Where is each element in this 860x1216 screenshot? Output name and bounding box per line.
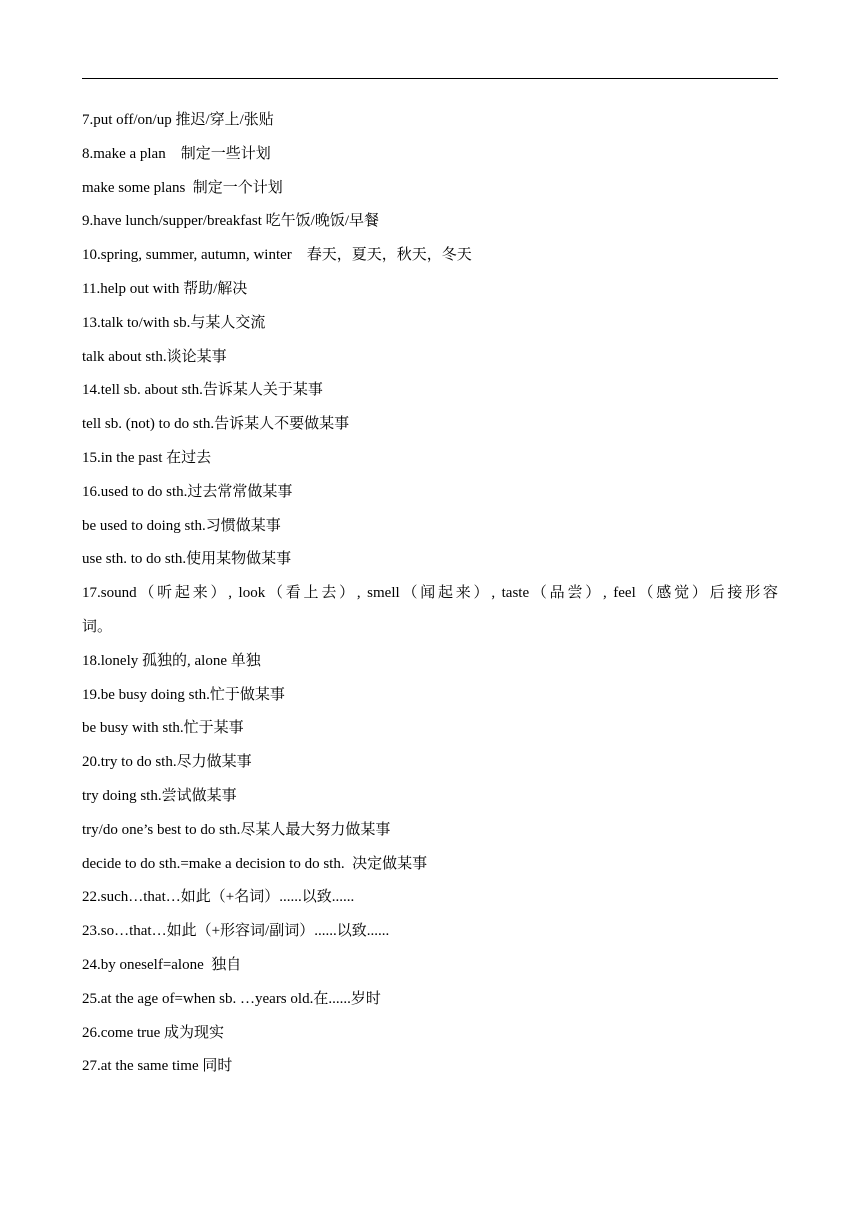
text-line: try/do one’s best to do sth.尽某人最大努力做某事	[82, 821, 391, 838]
text-line: 23.so…that…如此（+形容词/副词）......以致......	[82, 923, 390, 940]
text-line: 10.spring, summer, autumn, winter 春天，夏天，秋天，冬天	[82, 247, 472, 264]
text-line: talk about sth.谈论某事	[82, 348, 227, 365]
text-line: 20.try to do sth.尽力做某事	[82, 754, 252, 771]
text-line: 24.by oneself=alone 独自	[82, 956, 242, 973]
text-line: be used to doing sth.习惯做某事	[82, 517, 281, 534]
text-line: try doing sth.尝试做某事	[82, 787, 237, 804]
text-line: 22.such…that…如此（+名词）......以致......	[82, 889, 355, 906]
text-line: 17.sound（听起来）, look（看上去）, smell（闻起来）, taste（品尝）, feel（感觉）后接形容	[82, 585, 778, 602]
text-line: 18.lonely 孤独的, alone 单独	[82, 652, 261, 669]
text-line: use sth. to do sth.使用某物做某事	[82, 551, 292, 568]
text-line: 19.be busy doing sth.忙于做某事	[82, 686, 285, 703]
text-line: 25.at the age of=when sb. …years old.在......岁时	[82, 990, 381, 1007]
header-rule	[82, 78, 778, 79]
text-line: be busy with sth.忙于某事	[82, 720, 244, 737]
text-line: make some plans 制定一个计划	[82, 179, 283, 196]
text-line: 词。	[82, 618, 113, 635]
text-line: 11.help out with 帮助/解决	[82, 280, 248, 297]
text-line: 8.make a plan 制定一些计划	[82, 145, 271, 162]
text-line: decide to do sth.=make a decision to do sth. 决定做某事	[82, 855, 428, 872]
text-line: 7.put off/on/up 推迟/穿上/张贴	[82, 112, 274, 128]
document-body	[82, 104, 778, 1084]
text-line: 16.used to do sth.过去常常做某事	[82, 483, 293, 500]
text-line: tell sb. (not) to do sth.告诉某人不要做某事	[82, 416, 350, 433]
text-line: 26.come true 成为现实	[82, 1024, 225, 1041]
text-line: 13.talk to/with sb.与某人交流	[82, 314, 266, 331]
text-line: 14.tell sb. about sth.告诉某人关于某事	[82, 382, 323, 399]
text-line: 9.have lunch/supper/breakfast 吃午饭/晚饭/早餐	[82, 213, 380, 230]
text-line: 27.at the same time 同时	[82, 1058, 233, 1075]
text-line: 15.in the past 在过去	[82, 449, 212, 466]
